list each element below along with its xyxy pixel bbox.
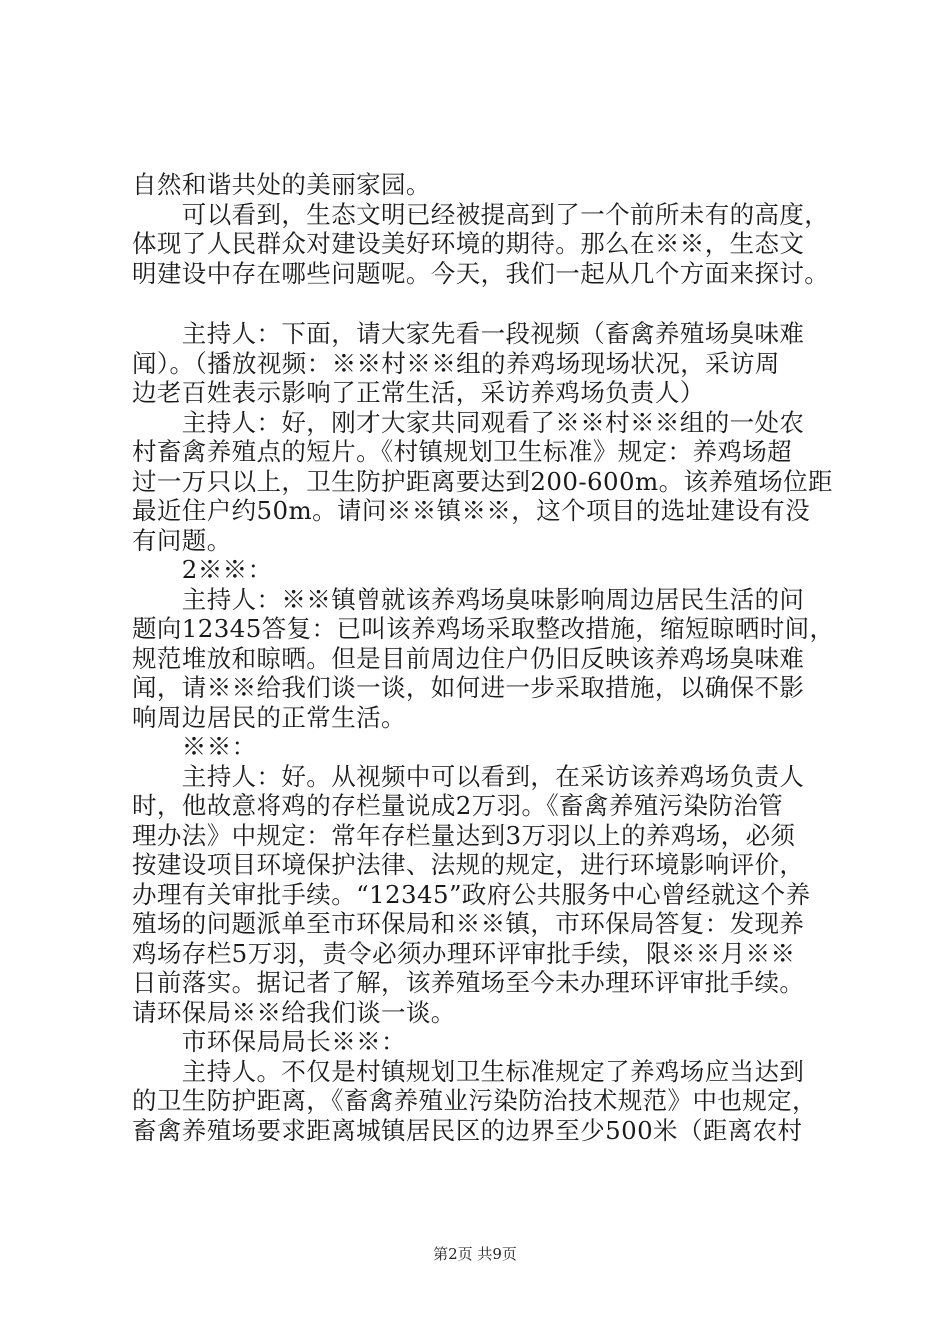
text-line: 自然和谐共处的美丽家园。	[132, 170, 431, 199]
text-line: 请环保局※※给我们谈一谈。	[132, 997, 456, 1027]
text-block-dialogue	[132, 319, 835, 1145]
text-line: 畜禽养殖场要求距离城镇居民区的边界至少500米（距离农村	[132, 1115, 803, 1145]
text-line: 响周边居民的正常生活。	[132, 702, 406, 732]
text-line: 鸡场存栏5万羽，责令必须办理环评审批手续，限※※月※※	[132, 938, 796, 968]
text-line: 2※※：	[132, 555, 273, 584]
text-line: 明建设中存在哪些问题呢。今天，我们一起从几个方面来探讨。	[132, 258, 830, 288]
text-line: 过一万只以上，卫生防护距离要达到200-600m。该养殖场位距	[132, 466, 833, 496]
text-line: 题向12345答复：已叫该养鸡场采取整改措施，缩短晾晒时间，	[132, 614, 835, 643]
text-line: 的卫生防护距离，《畜禽养殖业污染防治技术规范》中也规定，	[132, 1086, 817, 1115]
text-line: ※※：	[132, 732, 257, 761]
text-line: 体现了人民群众对建设美好环境的期待。那么在※※，生态文	[132, 229, 805, 258]
text-line: 边老百姓表示影响了正常生活，采访养鸡场负责人）	[132, 378, 705, 407]
text-line: 可以看到，生态文明已经被提高到了一个前所未有的高度，	[132, 199, 830, 229]
text-line: 日前落实。据记者了解，该养殖场至今未办理环评审批手续。	[132, 968, 805, 997]
text-line: 按建设项目环境保护法律、法规的规定，进行环境影响评价，	[132, 850, 805, 879]
text-line: 主持人：好，刚才大家共同观看了※※村※※组的一处农	[132, 407, 805, 437]
text-line: 办理有关审批手续。“12345”政府公共服务中心曾经就这个养	[132, 879, 811, 909]
text-line: 主持人：好。从视频中可以看到，在采访该养鸡场负责人	[132, 761, 805, 791]
document-body	[132, 170, 835, 1145]
text-line: 规范堆放和晾晒。但是目前周边住户仍旧反映该养鸡场臭味难	[132, 643, 805, 673]
text-line: 闻）。（播放视频：※※村※※组的养鸡场现场状况，采访周	[132, 348, 780, 378]
text-line: 闻，请※※给我们谈一谈，如何进一步采取措施，以确保不影	[132, 673, 805, 702]
page-number-footer: 第2页 共9页	[433, 1245, 517, 1263]
text-line: 主持人。不仅是村镇规划卫生标准规定了养鸡场应当达到	[132, 1056, 805, 1086]
text-line: 市环保局局长※※：	[132, 1027, 406, 1056]
text-line: 村畜禽养殖点的短片。《村镇规划卫生标准》规定：养鸡场超	[132, 437, 793, 466]
text-line: 主持人：下面，请大家先看一段视频（畜禽养殖场臭味难	[132, 319, 805, 348]
text-block-intro	[132, 170, 832, 288]
paragraph-gap	[132, 288, 832, 319]
text-line: 理办法》中规定：常年存栏量达到3万羽以上的养鸡场，必须	[132, 820, 796, 850]
text-line: 最近住户约50m。请问※※镇※※，这个项目的选址建设有没	[132, 496, 811, 525]
text-line: 有问题。	[132, 525, 232, 555]
text-line: 主持人：※※镇曾就该养鸡场臭味影响周边居民生活的问	[132, 584, 805, 614]
text-line: 时，他故意将鸡的存栏量说成2万羽。《畜禽养殖污染防治管	[132, 791, 784, 820]
text-line: 殖场的问题派单至市环保局和※※镇，市环保局答复：发现养	[132, 909, 805, 938]
